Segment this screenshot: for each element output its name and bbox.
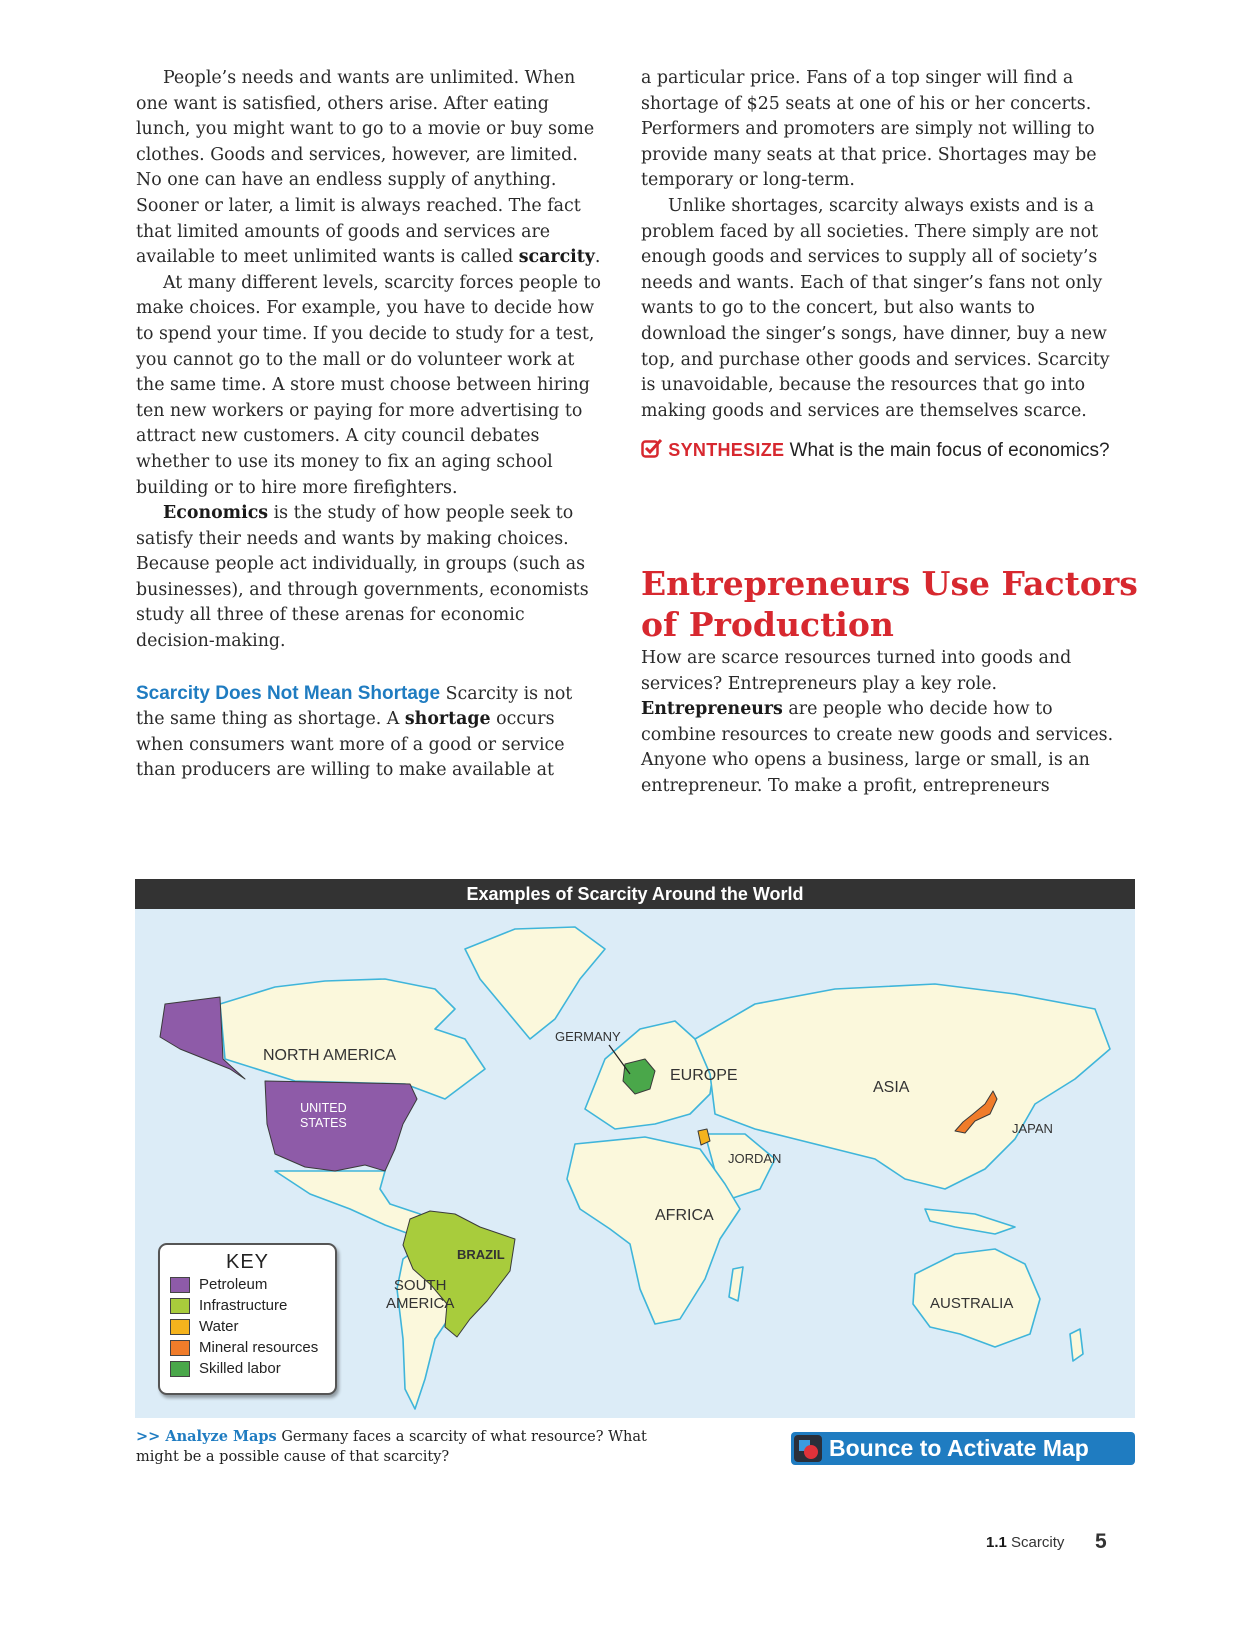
- term-shortage: shortage: [404, 709, 491, 730]
- swatch-infrastructure: [170, 1298, 190, 1314]
- key-item-petroleum: Petroleum: [170, 1274, 335, 1295]
- new-zealand: [1070, 1329, 1083, 1361]
- label-europe: EUROPE: [670, 1067, 738, 1084]
- footer-section: 1.1 Scarcity: [986, 1534, 1065, 1551]
- label-japan: JAPAN: [1012, 1121, 1053, 1136]
- bounce-label: Bounce to Activate Map: [829, 1435, 1089, 1461]
- section-heading: Entrepreneurs Use Factors of Production: [641, 564, 1138, 644]
- paragraph-unlike-shortages: Unlike shortages, scarcity always exists and is a problem faced by all societies. There simply are not enough goods and services to supply all of society’s needs and wants. Each of that singer’s fans not only wants to go to the concert, but also wants to download the singer’s songs, have dinner, buy a new top, and purchase other goods and services. Scarcity is unavoidable, because the resources that go into making goods and services are themselves scarce.: [641, 195, 1110, 421]
- paragraph-economics: Economics is the study of how people seek to satisfy their needs and wants by making choices. Because people act individually, in groups (such as businesses), and through governments, economists study all three of these arenas for economic decision-making.: [136, 503, 589, 652]
- key-item-infrastructure: Infrastructure: [170, 1295, 335, 1316]
- swatch-water: [170, 1319, 190, 1335]
- checkbox-icon: [641, 438, 663, 458]
- label-jordan: JORDAN: [728, 1151, 782, 1166]
- label-united-states: UNITED STATES: [300, 1101, 347, 1130]
- label-germany: GERMANY: [555, 1029, 621, 1044]
- paragraph-shortage-cont: a particular price. Fans of a top singer will find a shortage of $25 seats at one of his or her concerts. Performers and promoters are simply not willing to provide many seats at that price. Shortages may be temporary or long-term.: [641, 68, 1097, 191]
- map-key: [158, 1243, 337, 1395]
- key-item-mineral: Mineral resources: [170, 1337, 335, 1358]
- synthesize-label: SYNTHESIZE: [668, 440, 785, 461]
- bounce-activate-map-button[interactable]: [791, 1432, 1135, 1465]
- map-title: Examples of Scarcity Around the World: [135, 879, 1135, 909]
- page-number: 5: [1095, 1530, 1107, 1553]
- paragraph-shortage: Scarcity Does Not Mean Shortage Scarcity is not the same thing as shortage. A shortage occurs when consumers want more of a good or service than producers are willing to make available at: [136, 682, 573, 781]
- right-column: [641, 66, 1119, 463]
- swatch-skilled-labor: [170, 1361, 190, 1377]
- term-scarcity: scarcity: [518, 247, 595, 268]
- label-africa: AFRICA: [655, 1207, 714, 1224]
- label-south-america: SOUTH AMERICA: [386, 1277, 455, 1312]
- right-column-bottom: [641, 646, 1119, 800]
- subheading-scarcity-shortage: Scarcity Does Not Mean Shortage: [136, 682, 441, 704]
- paragraph-choices: At many different levels, scarcity forces people to make choices. For example, you have to decide how to spend your time. If you decide to study for a test, you cannot go to the mall or do volunteer work at the same time. A store must choose between hiring ten new workers or paying for more advertising to attract new customers. A city council debates whether to use its money to fix an aging school building or to hire more firefighters.: [136, 272, 601, 498]
- paragraph-needs-wants: People’s needs and wants are unlimited. When one want is satisfied, others arise. After eating lunch, you might want to go to a movie or buy some clothes. Goods and services, however, are limited. No one can have an endless supply of anything. Sooner or later, a limit is always reached. The fact that limited amounts of goods and services are available to meet unlimited wants is called scarcity.: [136, 68, 601, 268]
- synthesize-question: SYNTHESIZE What is the main focus of economics?: [641, 438, 1119, 463]
- term-entrepreneurs: Entrepreneurs: [641, 699, 783, 720]
- label-asia: ASIA: [873, 1079, 910, 1096]
- bounce-logo-icon: [794, 1435, 822, 1462]
- key-item-water: Water: [170, 1316, 335, 1337]
- label-brazil: BRAZIL: [457, 1247, 505, 1262]
- label-australia: AUSTRALIA: [930, 1295, 1014, 1312]
- label-north-america: NORTH AMERICA: [263, 1047, 397, 1064]
- left-column: [136, 66, 606, 784]
- map-caption: >> Analyze Maps Germany faces a scarcity of what resource? What might be a possible cause of that scarcity?: [136, 1428, 647, 1465]
- paragraph-entrepreneurs: How are scarce resources turned into goods and services? Entrepreneurs play a key role. Entrepreneurs are people who decide how to combine resources to create new goods and services. Anyone who opens a business, large or small, is an entrepreneur. To make a profit, entrepreneurs: [641, 648, 1114, 796]
- swatch-petroleum: [170, 1277, 190, 1293]
- key-title: KEY: [225, 1251, 270, 1273]
- caption-lead: >> Analyze Maps: [136, 1428, 277, 1445]
- scarcity-map: [135, 879, 1135, 1418]
- swatch-mineral: [170, 1340, 190, 1356]
- term-economics: Economics: [163, 503, 269, 524]
- key-item-skilled-labor: Skilled labor: [170, 1358, 335, 1379]
